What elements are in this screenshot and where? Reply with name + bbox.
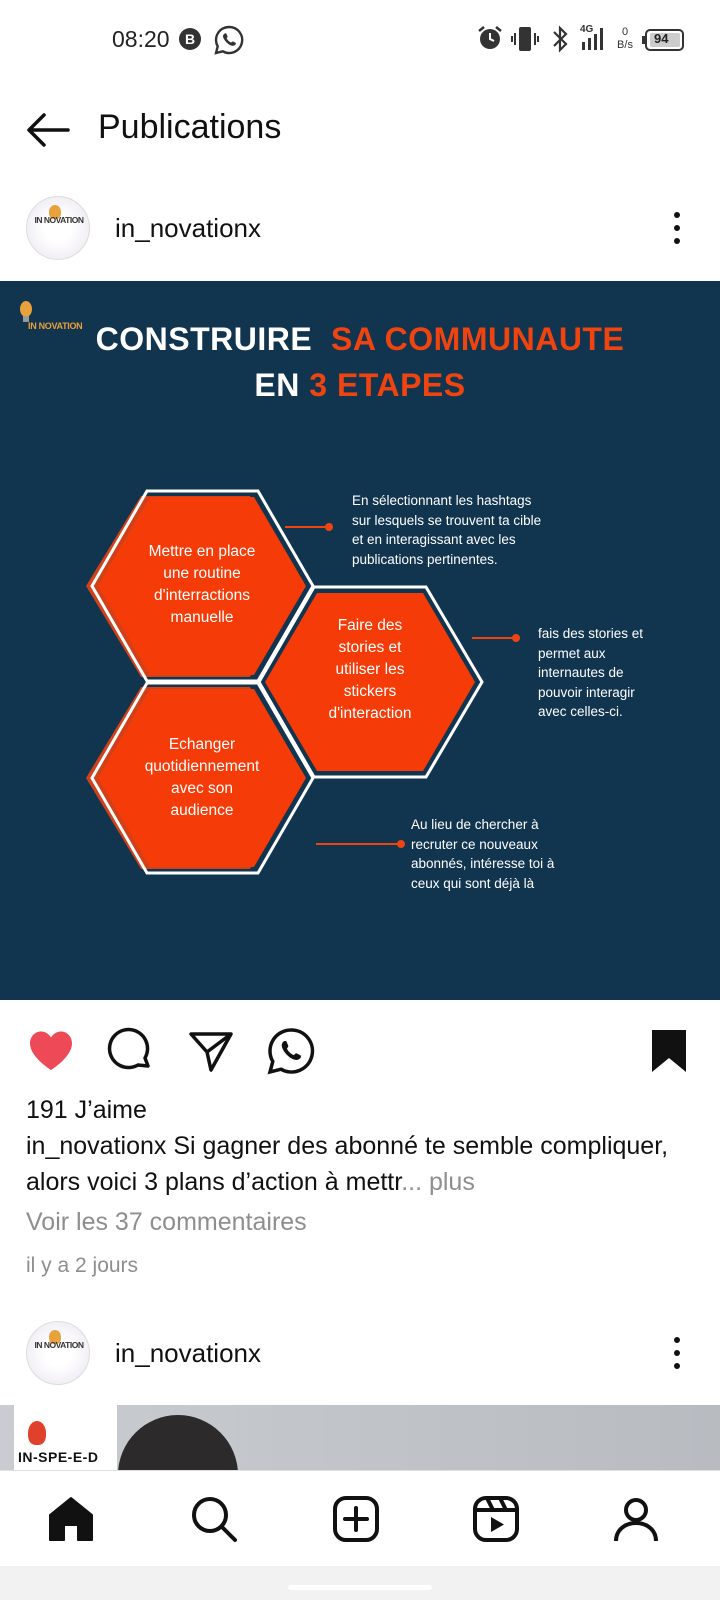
net-speed-value: 0 [621, 26, 629, 38]
bluetooth-icon [547, 24, 573, 59]
bookmark-saved-icon[interactable] [644, 1026, 694, 1076]
bottom-navigation [0, 1470, 720, 1566]
whatsapp-share-icon[interactable] [266, 1026, 316, 1076]
view-comments-link[interactable]: Voir les 37 commentaires [26, 1208, 307, 1236]
post2-logo [14, 1405, 117, 1470]
note-3: Au lieu de chercher à recruter ce nouveaux abonnés, intéresse toi à ceux qui sont déjà là [411, 817, 555, 891]
image-title-line1: CONSTRUIRE SA COMMUNAUTE [95, 321, 625, 357]
post-actions [0, 1022, 720, 1078]
alarm-icon [476, 24, 504, 57]
note-1: En sélectionnant les hashtags sur lesquels se trouvent ta cible et en interagissant avec les publications pertinentes. [352, 493, 542, 567]
comment-icon[interactable] [106, 1026, 156, 1076]
home-icon[interactable] [45, 1493, 97, 1545]
search-icon[interactable] [188, 1493, 240, 1545]
hex-step-1: Mettre en place une routine d'interractions manuelle [148, 543, 256, 626]
like-heart-icon[interactable] [26, 1026, 76, 1076]
net-speed-unit: B/s [617, 39, 633, 51]
post-header-2 [0, 1318, 720, 1388]
page-title: Publications [98, 108, 282, 146]
hex-step-2: Faire des stories et utiliser les stickers d'interaction [328, 617, 412, 722]
post-header [0, 193, 720, 263]
status-bar [0, 0, 720, 80]
home-indicator[interactable] [288, 1585, 432, 1590]
username[interactable]: in_novationx [115, 213, 261, 243]
caption-username[interactable]: in_novationx [26, 1132, 167, 1160]
caption-text: Si gagner des abonné te semble compliquer, alors voici 3 plans d’action à mettr [26, 1132, 669, 1196]
more-options-icon-2[interactable] [662, 1335, 692, 1371]
hex-step-3: Echanger quotidiennement avec son audience [144, 736, 260, 819]
svg-text:4G: 4G [580, 24, 594, 35]
post-image[interactable] [0, 281, 720, 1000]
note-2: fais des stories et permet aux internautes de pouvoir interagir avec celles-ci. [538, 626, 644, 719]
avatar[interactable] [26, 196, 90, 260]
caption[interactable] [26, 1128, 696, 1200]
image-title-line2: EN 3 ETAPES [254, 367, 466, 403]
avatar-2[interactable] [26, 1321, 90, 1385]
net-speed [614, 26, 636, 52]
gesture-bar-area [0, 1566, 720, 1600]
username-2[interactable]: in_novationx [115, 1338, 261, 1368]
status-time: 08:20 [112, 26, 170, 52]
create-icon[interactable] [330, 1493, 382, 1545]
post-image-2[interactable] [0, 1405, 720, 1470]
likes-count[interactable]: 191 J’aime [26, 1096, 147, 1124]
whatsapp-icon [213, 24, 245, 61]
avatar-logo-text: IN NOVATION [34, 1340, 84, 1350]
top-header [0, 96, 720, 164]
caption-more-link[interactable]: ... plus [401, 1168, 475, 1196]
bulb-icon [28, 1421, 46, 1445]
person-photo [118, 1415, 238, 1470]
vibrate-icon [510, 24, 540, 59]
post2-logo-text: IN-SPE-E-D [18, 1449, 99, 1465]
svg-text:B: B [184, 31, 196, 47]
battery-level: 94 [654, 31, 669, 46]
post-date: il y a 2 jours [26, 1254, 139, 1277]
avatar-logo-text: IN NOVATION [34, 215, 84, 225]
share-send-icon[interactable] [186, 1026, 236, 1076]
signal-icon [578, 22, 612, 59]
back-arrow-icon[interactable] [22, 104, 74, 156]
reels-icon[interactable] [470, 1493, 522, 1545]
b-badge-icon [178, 27, 202, 56]
more-options-icon[interactable] [662, 210, 692, 246]
image-logo-text: IN NOVATION [28, 321, 83, 331]
profile-icon[interactable] [610, 1493, 662, 1545]
